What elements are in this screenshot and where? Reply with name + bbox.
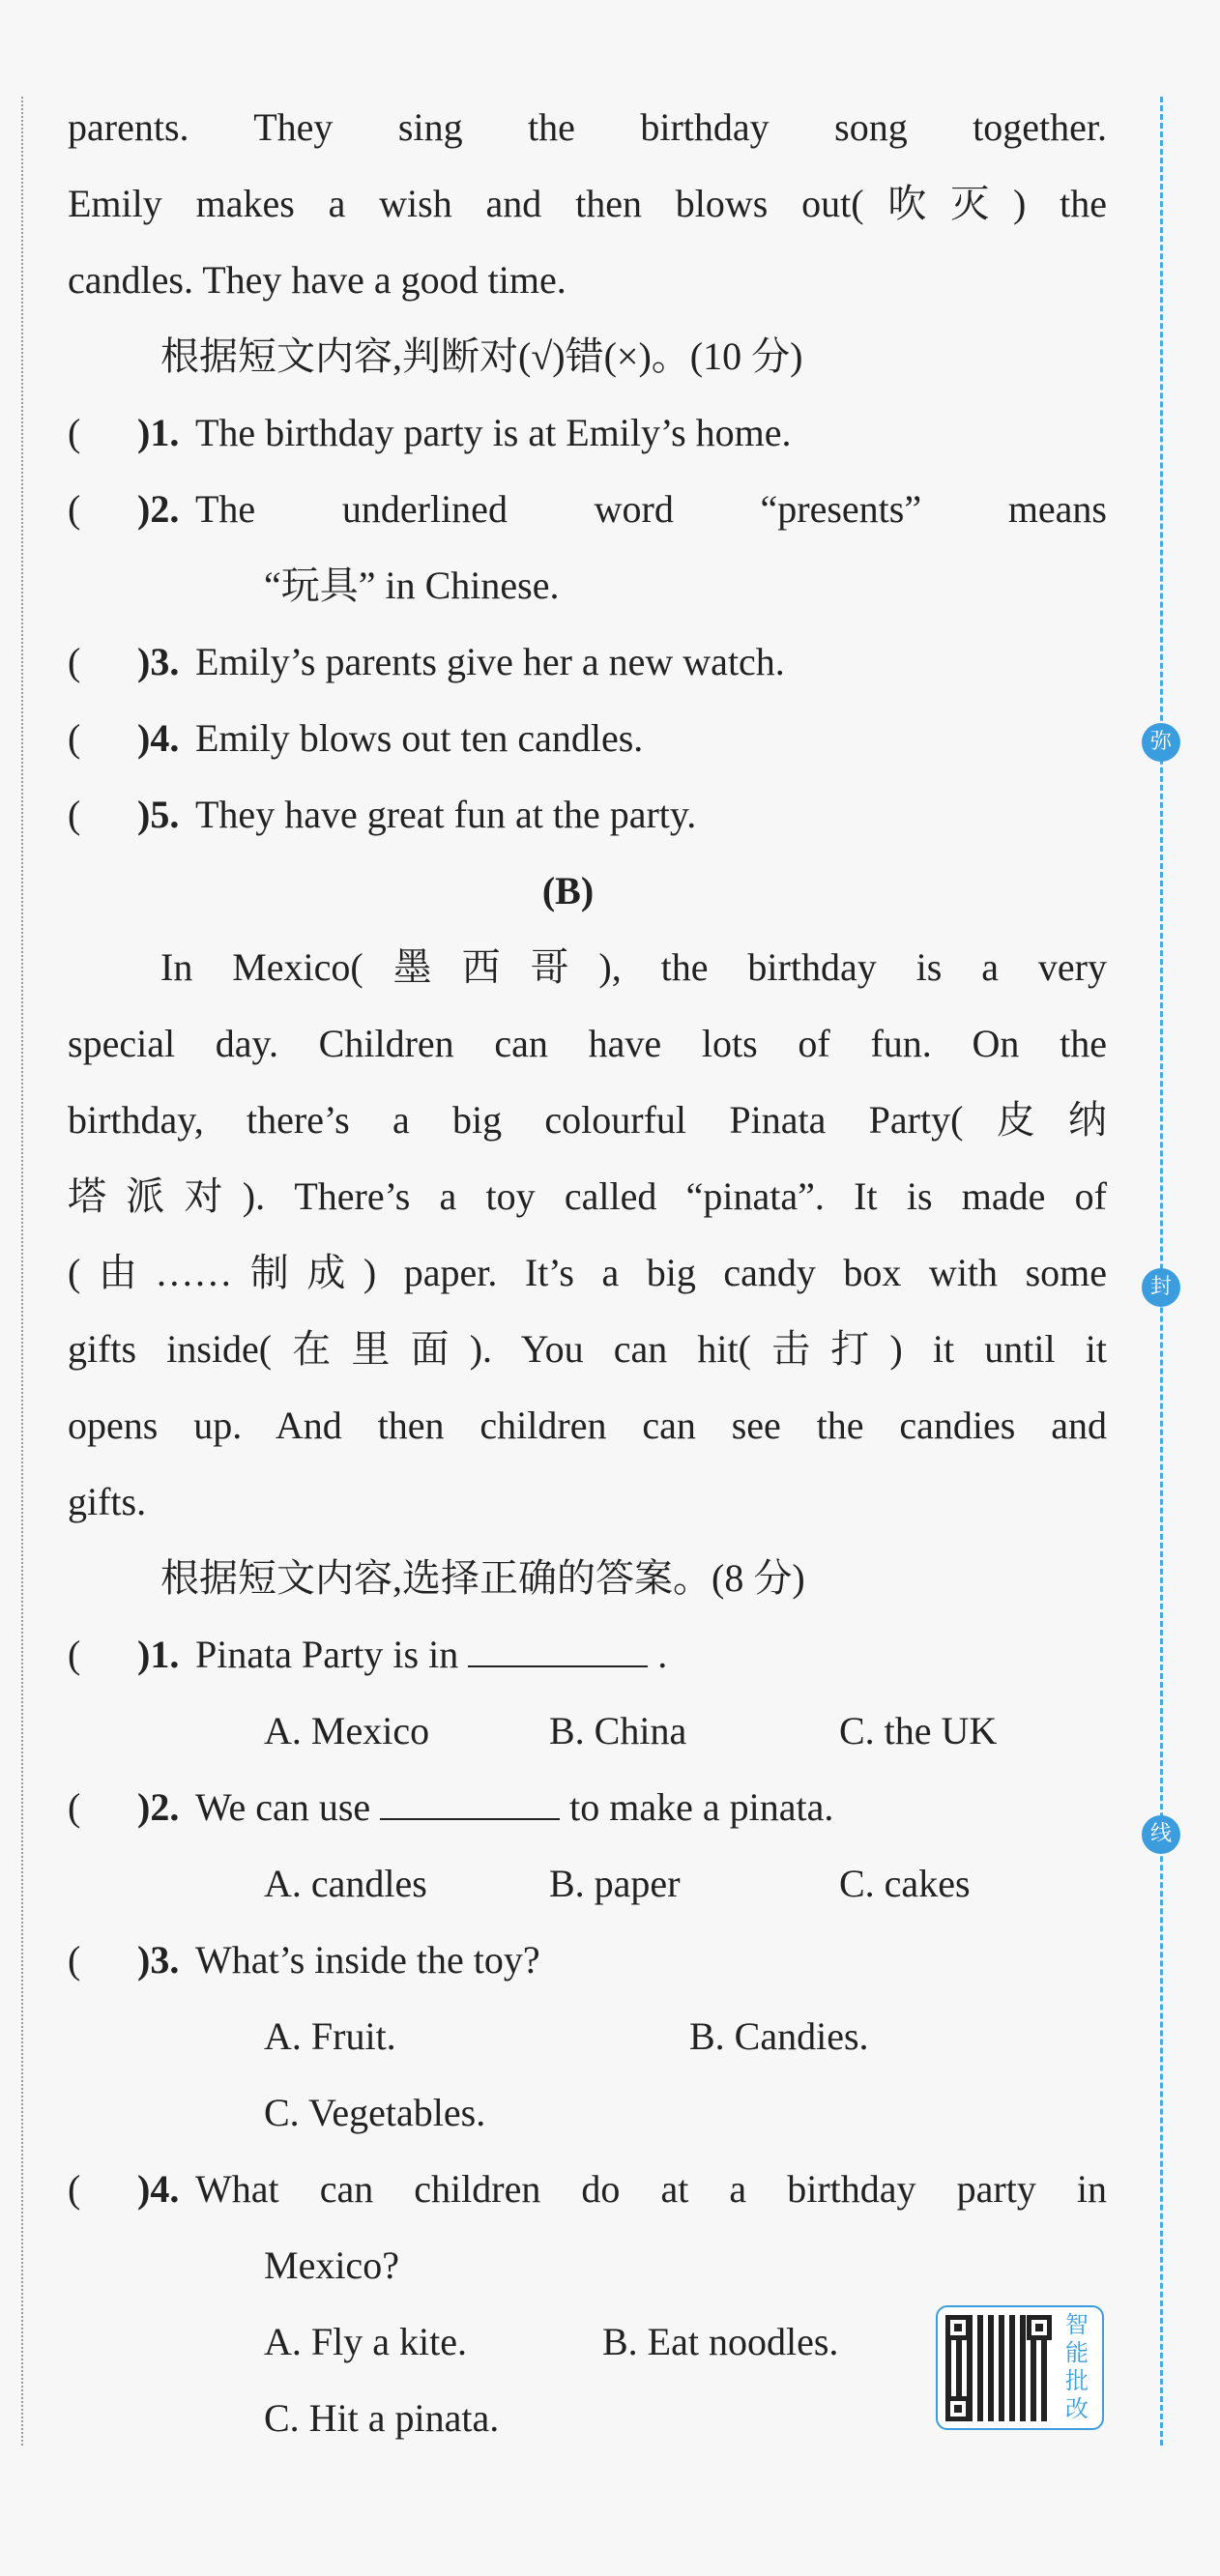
option-c[interactable]: C. Vegetables.: [264, 2091, 486, 2134]
question-text: They have great fun at the party.: [195, 793, 697, 836]
question-continuation: Mexico?: [264, 2243, 399, 2287]
question-number: )2.: [137, 1785, 180, 1829]
question-text: What can children do at a birthday party in: [195, 2167, 1107, 2211]
question-text: We can use to make a pinata.: [195, 1785, 834, 1829]
question-text: The underlined word “presents” means: [195, 487, 1107, 531]
question-number: )3.: [137, 1938, 180, 1982]
options-row: [68, 1998, 1107, 2074]
passage-b-line: opens up. And then children can see the candies and: [68, 1404, 1107, 1447]
question-continuation: “玩具” in Chinese.: [264, 564, 560, 607]
left-margin-rule: [21, 97, 23, 2446]
option-a[interactable]: A. Mexico: [264, 1709, 430, 1752]
passage-b-line: birthday, there’s a big colourful Pinata Party(皮纳: [68, 1098, 1107, 1142]
question-text: What’s inside the toy?: [195, 1938, 540, 1982]
passage-a-line: candles. They have a good time.: [68, 258, 566, 302]
option-b[interactable]: B. Eat noodles.: [602, 2320, 839, 2363]
answer-paren[interactable]: (: [68, 1633, 81, 1676]
choice-question-3: [68, 1922, 1107, 1998]
answer-paren[interactable]: (: [68, 640, 81, 683]
judge-question-4: [68, 700, 1107, 776]
question-text: Pinata Party is in .: [195, 1633, 668, 1676]
fill-blank[interactable]: [380, 1785, 560, 1820]
question-text: Emily’s parents give her a new watch.: [195, 640, 785, 683]
question-number: )1.: [137, 1633, 180, 1676]
question-number: )5.: [137, 793, 180, 836]
passage-a-line: Emily makes a wish and then blows out(吹灭) the: [68, 182, 1107, 225]
qr-code-icon: [945, 2315, 1052, 2421]
answer-paren[interactable]: (: [68, 487, 81, 531]
answer-paren[interactable]: (: [68, 1785, 81, 1829]
passage-b-line: gifts inside(在里面). You can hit(击打) it until it: [68, 1327, 1107, 1371]
option-b[interactable]: B. China: [549, 1709, 687, 1752]
qr-label: 智 能 批 改: [1065, 2311, 1089, 2422]
judge-question-5: [68, 776, 1107, 853]
choice-question-1: [68, 1616, 1107, 1693]
passage-b-line: gifts.: [68, 1480, 147, 1523]
choice-question-2: [68, 1769, 1107, 1845]
option-c[interactable]: C. cakes: [839, 1862, 971, 1905]
part-b-instruction: 根据短文内容,选择正确的答案。(8 分): [160, 1556, 805, 1600]
seal-mark-mi: 弥: [1142, 723, 1180, 762]
fill-blank[interactable]: [468, 1633, 648, 1667]
question-text: Emily blows out ten candles.: [195, 716, 644, 760]
smart-grading-qr[interactable]: [936, 2305, 1104, 2430]
option-b[interactable]: B. paper: [549, 1862, 681, 1905]
answer-paren[interactable]: (: [68, 793, 81, 836]
option-a[interactable]: A. Fruit.: [264, 2014, 396, 2058]
question-text: The birthday party is at Emily’s home.: [195, 411, 792, 454]
question-number: )1.: [137, 411, 180, 454]
options-row: [68, 1693, 1107, 1769]
answer-paren[interactable]: (: [68, 1938, 81, 1982]
question-number: )4.: [137, 2167, 180, 2211]
seal-mark-xian: 线: [1142, 1815, 1180, 1854]
passage-b-line: special day. Children can have lots of fun. On the: [68, 1022, 1107, 1065]
options-row: [68, 1845, 1107, 1922]
passage-a-line: parents. They sing the birthday song together.: [68, 105, 1107, 149]
passage-b-line: 塔派对). There’s a toy called “pinata”. It is made of: [68, 1174, 1107, 1218]
question-number: )2.: [137, 487, 180, 531]
option-a[interactable]: A. Fly a kite.: [264, 2320, 467, 2363]
passage-b-line: In Mexico(墨西哥), the birthday is a very: [160, 945, 1107, 989]
judge-question-3: [68, 623, 1107, 700]
answer-paren[interactable]: (: [68, 716, 81, 760]
question-number: )4.: [137, 716, 180, 760]
judge-question-2: [68, 471, 1107, 547]
options-row: [68, 2074, 1107, 2151]
option-c[interactable]: C. Hit a pinata.: [264, 2396, 500, 2440]
answer-paren[interactable]: (: [68, 2167, 81, 2211]
section-b-title: (B): [541, 869, 595, 912]
option-a[interactable]: A. candles: [264, 1862, 427, 1905]
judge-question-1: [68, 394, 1107, 471]
worksheet-content: [68, 89, 1107, 2456]
option-b[interactable]: B. Candies.: [689, 2014, 869, 2058]
choice-question-4: [68, 2151, 1107, 2227]
question-number: )3.: [137, 640, 180, 683]
passage-b-line: (由……制成) paper. It’s a big candy box with some: [68, 1251, 1107, 1294]
seal-mark-feng: 封: [1142, 1268, 1180, 1307]
answer-paren[interactable]: (: [68, 411, 81, 454]
part-a-instruction: 根据短文内容,判断对(√)错(×)。(10 分): [160, 334, 803, 378]
option-c[interactable]: C. the UK: [839, 1709, 998, 1752]
